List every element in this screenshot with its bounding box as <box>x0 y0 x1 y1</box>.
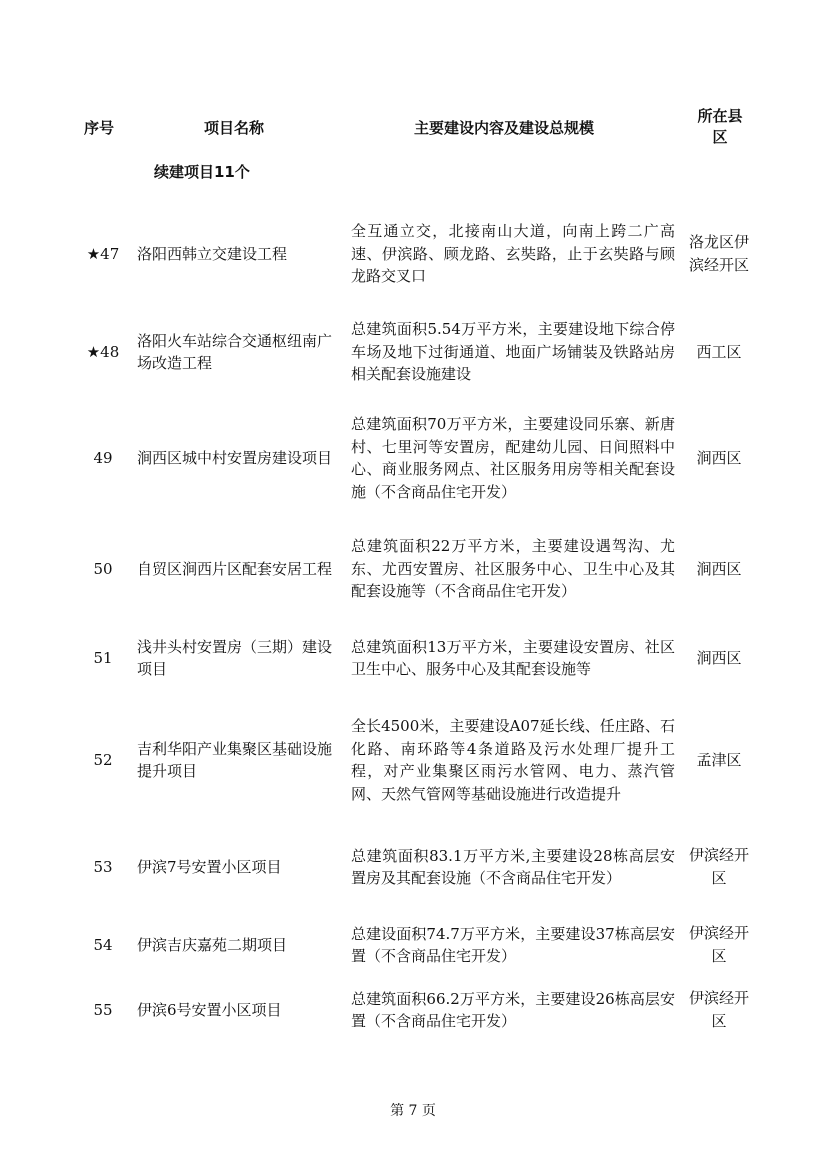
row-project-name: 涧西区城中村安置房建设项目 <box>137 449 333 467</box>
row-serial: ★48 <box>86 343 120 361</box>
row-serial: 53 <box>93 858 113 876</box>
row-county: 西工区 <box>696 342 742 361</box>
row-project-name: 吉利华阳产业集聚区基础设施提升项目 <box>137 740 333 780</box>
table-row <box>0 399 826 517</box>
table-row <box>0 830 826 904</box>
table-row <box>0 208 826 300</box>
row-county: 涧西区 <box>696 559 742 578</box>
row-content: 总建筑面积70万平方米，主要建设同乐寨、新唐村、七里河等安置房，配建幼儿园、日间照料中心、商业服务网点、社区服务用房等相关配套设施（不含商品住宅开发） <box>351 415 675 501</box>
table-row <box>0 984 826 1036</box>
row-content: 总建筑面积22万平方米，主要建设遇驾沟、尤东、尤西安置房、社区服务中心、卫生中心及其配套设施等（不含商品住宅开发） <box>351 537 675 601</box>
table-row <box>0 701 826 819</box>
row-content: 总建筑面积66.2万平方米，主要建设26栋高层安置（不含商品住宅开发） <box>351 989 675 1030</box>
row-county: 伊滨经开区 <box>688 989 749 1030</box>
row-county: 涧西区 <box>696 648 742 667</box>
page-number: 第 7 页 <box>390 1103 436 1119</box>
row-county: 涧西区 <box>696 448 742 467</box>
row-project-name: 伊滨吉庆嘉苑二期项目 <box>137 936 288 954</box>
row-county: 伊滨经开区 <box>688 924 749 965</box>
row-county: 洛龙区伊滨经开区 <box>688 233 749 274</box>
row-project-name: 浅井头村安置房（三期）建设项目 <box>137 638 333 678</box>
row-project-name: 洛阳火车站综合交通枢纽南广场改造工程 <box>137 332 333 372</box>
section-title: 续建项目11个 <box>154 163 250 181</box>
header-construction-content: 主要建设内容及建设总规模 <box>414 119 595 137</box>
table-row <box>0 621 826 695</box>
table-row <box>0 919 826 971</box>
row-content: 总建筑面积83.1万平方米,主要建设28栋高层安置房及其配套设施（不含商品住宅开发） <box>351 846 675 887</box>
row-serial: 55 <box>93 1001 113 1019</box>
row-county: 伊滨经开区 <box>688 846 749 887</box>
row-serial: 54 <box>93 936 113 954</box>
row-content: 总建设面积74.7万平方米，主要建设37栋高层安置（不含商品住宅开发） <box>351 924 675 965</box>
row-serial: 50 <box>93 560 113 578</box>
header-project-name: 项目名称 <box>204 119 265 137</box>
row-project-name: 伊滨7号安置小区项目 <box>137 858 282 876</box>
row-content: 全长4500米，主要建设A07延长线、任庄路、石化路、南环路等4条道路及污水处理厂提升工程，对产业集聚区雨污水管网、电力、蒸汽管网、天然气管网等基础设施进行改造提升 <box>351 717 675 803</box>
header-serial-number: 序号 <box>84 119 115 137</box>
row-content: 总建筑面积13万平方米，主要建设安置房、社区卫生中心、服务中心及其配套设施等 <box>351 637 675 678</box>
header-county: 所在县区 <box>697 107 743 146</box>
table-row <box>0 316 826 388</box>
row-project-name: 伊滨6号安置小区项目 <box>137 1001 282 1019</box>
row-serial: ★47 <box>86 245 120 263</box>
row-content: 全互通立交，北接南山大道，向南上跨二广高速、伊滨路、顾龙路、玄奘路，止于玄奘路与顾龙路交叉口 <box>351 222 675 286</box>
row-county: 孟津区 <box>696 750 742 769</box>
row-project-name: 自贸区涧西片区配套安居工程 <box>137 560 333 578</box>
row-project-name: 洛阳西韩立交建设工程 <box>137 245 288 263</box>
table-row <box>0 521 826 617</box>
row-serial: 49 <box>93 449 113 467</box>
row-serial: 52 <box>93 751 113 769</box>
row-content: 总建筑面积5.54万平方米，主要建设地下综合停车场及地下过街通道、地面广场铺装及铁路站房相关配套设施建设 <box>351 320 675 384</box>
row-serial: 51 <box>93 649 113 667</box>
